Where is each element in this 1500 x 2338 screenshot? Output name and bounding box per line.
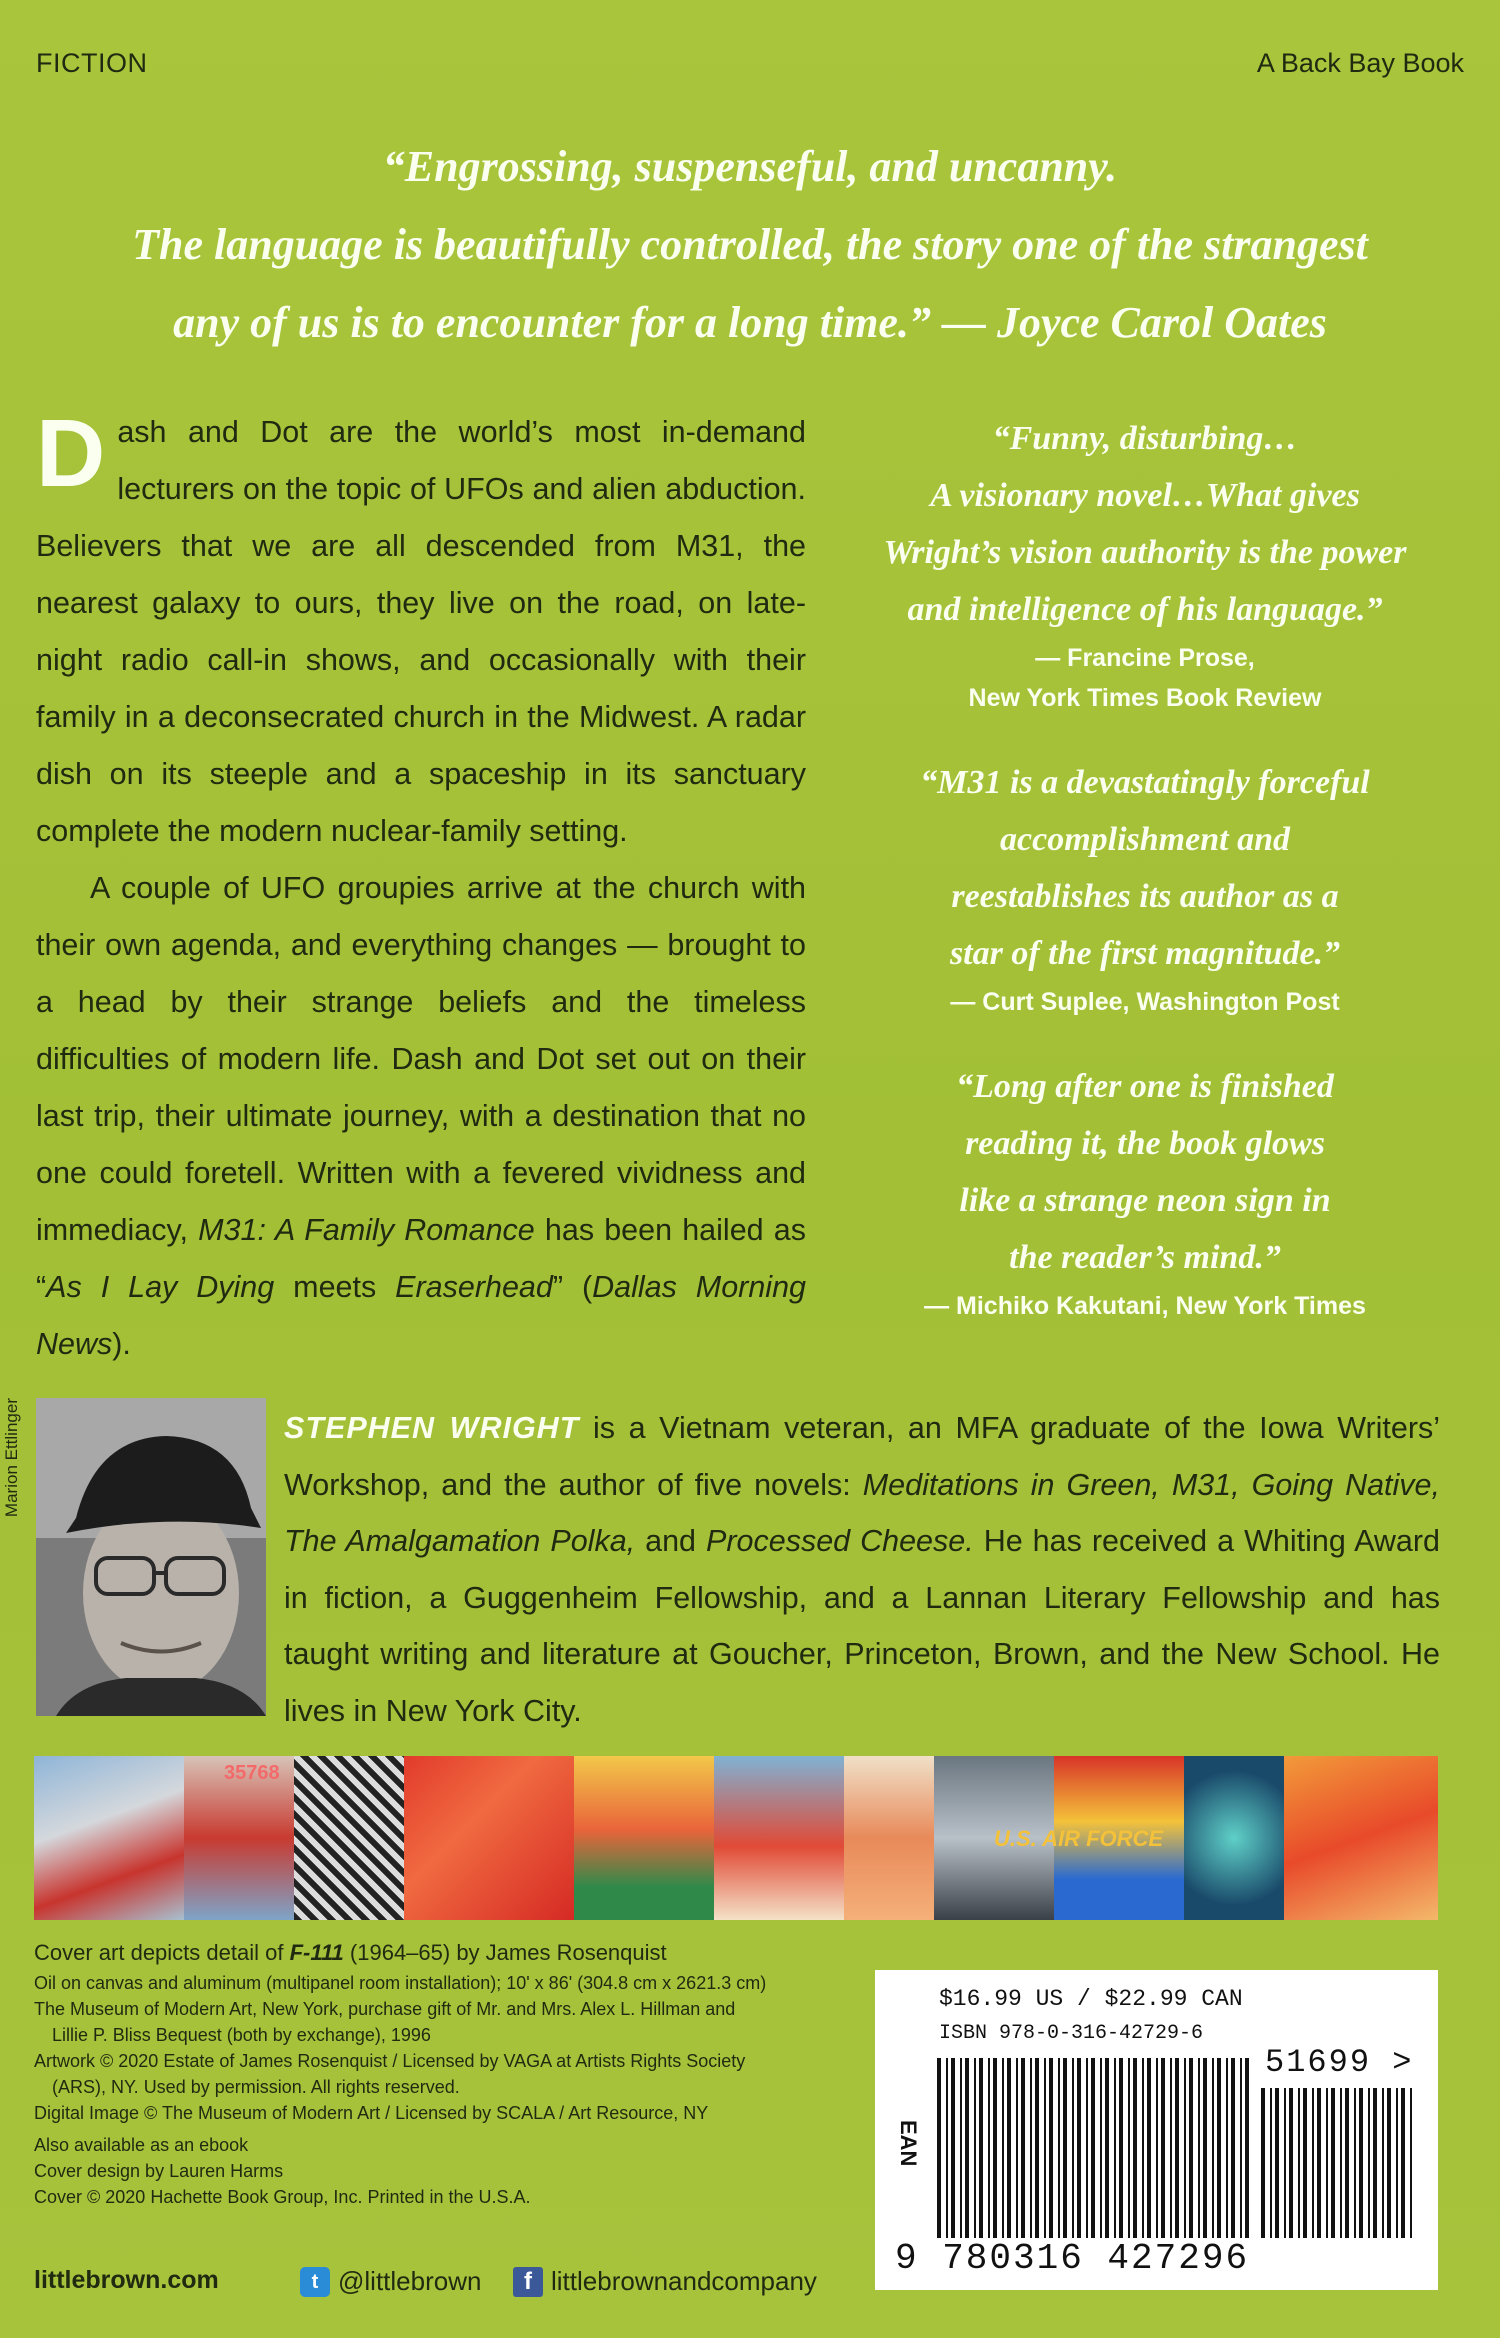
barcode-bar: [1147, 2058, 1151, 2238]
barcode-bar: [937, 2058, 941, 2238]
cover-credits: [34, 1936, 874, 2210]
review-attribution: — Francine Prose,: [1035, 644, 1255, 672]
barcode-bar: [1298, 2088, 1300, 2238]
review-line: A visionary novel…What gives: [930, 477, 1360, 514]
barcode-bar: [1359, 2088, 1363, 2238]
facebook-handle[interactable]: [513, 2266, 817, 2297]
description-paragraph-2: [36, 860, 806, 1373]
novel-title-last: Processed Cheese.: [706, 1524, 974, 1558]
barcode-bar: [1261, 2088, 1265, 2238]
barcode-bar: [965, 2058, 969, 2238]
barcode-bar: [1133, 2058, 1137, 2238]
barcode-bar: [1077, 2058, 1081, 2238]
barcode-bar: [1240, 2058, 1242, 2238]
barcode-bar: [1091, 2058, 1095, 2238]
book-description: [36, 400, 806, 1373]
review-attribution-source: New York Times Book Review: [968, 684, 1322, 712]
ean-number: 9 780316 427296: [895, 2238, 1250, 2279]
barcode-bar: [1016, 2058, 1018, 2238]
barcode-bar: [1212, 2058, 1214, 2238]
review-kakutani: [830, 1058, 1460, 1326]
art-panel: [574, 1756, 714, 1920]
barcode-bar: [1317, 2088, 1321, 2238]
barcode-bar: [1198, 2058, 1200, 2238]
credit-copyright: Cover © 2020 Hachette Book Group, Inc. Printed in the U.S.A.: [34, 2187, 531, 2207]
barcode-bar: [1105, 2058, 1109, 2238]
barcode-bar: [1128, 2058, 1130, 2238]
credit-museum: The Museum of Modern Art, New York, purchase gift of Mr. and Mrs. Alex L. Hillman and: [34, 1999, 736, 2019]
barcode-bar: [1396, 2088, 1398, 2238]
isbn-label: ISBN 978-0-316-42729-6: [939, 2022, 1204, 2045]
description-p2-text-e: ).: [112, 1327, 131, 1361]
book-title-italic: M31: A Family Romance: [198, 1213, 535, 1247]
barcode-box: [875, 1970, 1438, 2290]
barcode-bar: [1345, 2088, 1349, 2238]
credit-museum-cont: Lillie P. Bliss Bequest (both by exchange), 1996: [52, 2025, 431, 2045]
drop-cap: D: [36, 400, 106, 507]
author-portrait-icon: [36, 1398, 266, 1716]
barcode-bar: [1289, 2088, 1293, 2238]
description-p1-text: ash and Dot are the world’s most in-demand lecturers on the topic of UFOs and alien abduction. Believers that we are all descended from M31, the nearest galaxy to ours, they live on the road, on late-night radio call-in shows, and occasionally with their family in a deconsecrated church in the Midwest. A radar dish on its steeple and a spaceship in its sanctuary complete the modern nuclear-family setting.: [36, 415, 806, 848]
barcode-bar: [1217, 2058, 1221, 2238]
credit-artwork-rights: Artwork © 2020 Estate of James Rosenquist / Licensed by VAGA at Artists Rights Society: [34, 2051, 746, 2071]
credit-text: Cover art depicts detail of: [34, 1940, 290, 1965]
credit-medium: Oil on canvas and aluminum (multipanel room installation); 10' x 86' (304.8 cm x 2621.3 cm): [34, 1973, 767, 1993]
barcode-bar: [946, 2058, 948, 2238]
addon-number: 51699 >: [1265, 2044, 1414, 2081]
review-attribution: — Curt Suplee, Washington Post: [950, 988, 1340, 1016]
description-paragraph-1: [36, 400, 806, 860]
barcode-bar: [960, 2058, 962, 2238]
barcode-bar: [1275, 2088, 1279, 2238]
review-line: “M31 is a devastatingly forceful: [920, 764, 1370, 801]
category-label: FICTION: [36, 48, 148, 78]
headline-line-3: any of us is to encounter for a long time.” — Joyce Carol Oates: [173, 298, 1327, 347]
barcode-bar: [1373, 2088, 1377, 2238]
comparison-title-1: As I Lay Dying: [46, 1270, 275, 1304]
barcode-bar: [1284, 2088, 1286, 2238]
description-p2-text: A couple of UFO groupies arrive at the church with their own agenda, and everything changes — brought to a head by their strange beliefs and the timeless difficulties of modern life. Dash and Dot set out on their last trip, their ultimate journey, with a destination that no one could foretell. Written with a fevered vividness and immediacy,: [36, 871, 806, 1247]
barcode-bar: [1387, 2088, 1391, 2238]
author-bio: [284, 1400, 1440, 1739]
credit-digital-image: Digital Image © The Museum of Modern Art / Licensed by SCALA / Art Resource, NY: [34, 2103, 709, 2123]
barcode-bar: [1184, 2058, 1186, 2238]
barcode-bar: [1044, 2058, 1046, 2238]
art-panel: [1184, 1756, 1284, 1920]
art-text-serial: 35768: [224, 1762, 280, 1784]
credit-ebook: Also available as an ebook: [34, 2135, 249, 2155]
review-line: the reader’s mind.”: [1009, 1239, 1281, 1276]
art-panel: [404, 1756, 574, 1920]
publisher-website[interactable]: littlebrown.com: [34, 2266, 219, 2294]
barcode-bar: [1058, 2058, 1060, 2238]
review-line: Wright’s vision authority is the power: [883, 534, 1407, 571]
barcode-bar: [1226, 2058, 1228, 2238]
art-panel: [34, 1756, 184, 1920]
barcode-bar: [1049, 2058, 1053, 2238]
credit-cover-design: Cover design by Lauren Harms: [34, 2161, 284, 2181]
bio-text-a: is a Vietnam veteran, an MFA graduate of the Iowa Writers’ Workshop, and the author of five novels:: [284, 1411, 1441, 1502]
barcode-bar: [1142, 2058, 1144, 2238]
headline-line-2: The language is beautifully controlled, the story one of the strangest: [132, 220, 1368, 269]
description-p2-text-c: meets: [274, 1270, 396, 1304]
review-line: “Long after one is finished: [956, 1068, 1334, 1105]
facebook-icon: f: [513, 2267, 543, 2297]
review-attribution: — Michiko Kakutani, New York Times: [924, 1292, 1366, 1320]
barcode-bar: [1312, 2088, 1314, 2238]
art-panel: [294, 1756, 404, 1920]
description-p2-text-d: ” (: [552, 1270, 593, 1304]
artwork-title: F-111: [289, 1940, 344, 1965]
art-text-airforce: U.S. AIR FORCE: [994, 1826, 1164, 1851]
description-p2-text-b: has been hailed as “: [36, 1213, 806, 1304]
barcode-bar: [1161, 2058, 1165, 2238]
barcode-bar: [1002, 2058, 1004, 2238]
review-suplee: [830, 754, 1460, 1022]
barcode-bar: [1100, 2058, 1102, 2238]
barcode-bar: [1086, 2058, 1088, 2238]
barcode-bar: [1072, 2058, 1074, 2238]
headline-line-1: “Engrossing, suspenseful, and uncanny.: [382, 142, 1118, 191]
barcode-bar: [1368, 2088, 1370, 2238]
author-photo: [36, 1398, 266, 1716]
barcode-bar: [1119, 2058, 1123, 2238]
credit-line-1: [34, 1936, 874, 1970]
imprint-label: A Back Bay Book: [1256, 48, 1464, 78]
art-panel: [1284, 1756, 1438, 1920]
barcode-bar: [979, 2058, 983, 2238]
bio-text-b: and: [635, 1524, 707, 1558]
barcode-bar: [1170, 2058, 1172, 2238]
review-line: reading it, the book glows: [965, 1125, 1325, 1162]
addon-barcode-icon: [1259, 2088, 1419, 2238]
novel-titles: Meditations in Green, M31, Going Native, The Amalgamation Polka,: [284, 1467, 1440, 1558]
review-line: accomplishment and: [1000, 821, 1290, 858]
barcode-bar: [988, 2058, 990, 2238]
review-line: star of the first magnitude.”: [949, 935, 1341, 972]
barcode-bar: [1270, 2088, 1272, 2238]
barcode-bar: [1231, 2058, 1235, 2238]
credit-artwork-rights-cont: (ARS), NY. Used by permission. All rights reserved.: [52, 2077, 460, 2097]
barcode-bar: [1326, 2088, 1328, 2238]
review-line: “Funny, disturbing…: [992, 420, 1298, 457]
review-line: and intelligence of his language.”: [907, 591, 1383, 628]
art-panel: [714, 1756, 844, 1920]
barcode-bar: [1382, 2088, 1384, 2238]
barcode-bar: [1203, 2058, 1207, 2238]
cover-art-strip: [34, 1756, 1438, 1920]
twitter-text: @littlebrown: [338, 2266, 482, 2296]
price-label: $16.99 US / $22.99 CAN: [939, 1986, 1243, 2012]
barcode-bar: [1114, 2058, 1116, 2238]
barcode-bar: [951, 2058, 955, 2238]
ean-barcode-icon: [935, 2058, 1255, 2238]
photo-credit: Marion Ettlinger: [2, 1398, 21, 1518]
review-line: reestablishes its author as a: [951, 878, 1339, 915]
review-column: [830, 410, 1460, 1362]
barcode-bar: [1331, 2088, 1335, 2238]
art-panel: [844, 1756, 934, 1920]
barcode-bar: [974, 2058, 976, 2238]
barcode-bar: [1175, 2058, 1179, 2238]
author-name: STEPHEN WRIGHT: [284, 1411, 580, 1445]
barcode-bar: [1354, 2088, 1356, 2238]
twitter-icon: t: [300, 2267, 330, 2297]
barcode-bar: [1303, 2088, 1307, 2238]
comparison-title-2: Eraserhead: [395, 1270, 553, 1304]
barcode-bar: [1189, 2058, 1193, 2238]
review-line: like a strange neon sign in: [959, 1182, 1331, 1219]
barcode-bar: [993, 2058, 997, 2238]
barcode-bar: [1401, 2088, 1405, 2238]
ean-label: EAN: [896, 2120, 921, 2167]
barcode-bar: [1156, 2058, 1158, 2238]
review-prose: [830, 410, 1460, 718]
barcode-bar: [1030, 2058, 1032, 2238]
quote-source: Dallas Morning News: [36, 1270, 806, 1361]
barcode-bar: [1340, 2088, 1342, 2238]
barcode-bar: [1245, 2058, 1249, 2238]
barcode-bar: [1410, 2088, 1412, 2238]
barcode-bar: [1021, 2058, 1025, 2238]
twitter-handle[interactable]: [300, 2266, 481, 2297]
headline-quote: [60, 128, 1440, 362]
barcode-bar: [1063, 2058, 1067, 2238]
barcode-bar: [1007, 2058, 1011, 2238]
credit-text: (1964–65) by James Rosenquist: [343, 1940, 667, 1965]
facebook-text: littlebrownandcompany: [551, 2266, 817, 2296]
barcode-bar: [1035, 2058, 1039, 2238]
bio-text-c: He has received a Whiting Award in fiction, a Guggenheim Fellowship, and a Lannan Literary Fellowship and has taught writing and literature at Goucher, Princeton, Brown, and the New School. He lives in New York City.: [284, 1524, 1440, 1728]
